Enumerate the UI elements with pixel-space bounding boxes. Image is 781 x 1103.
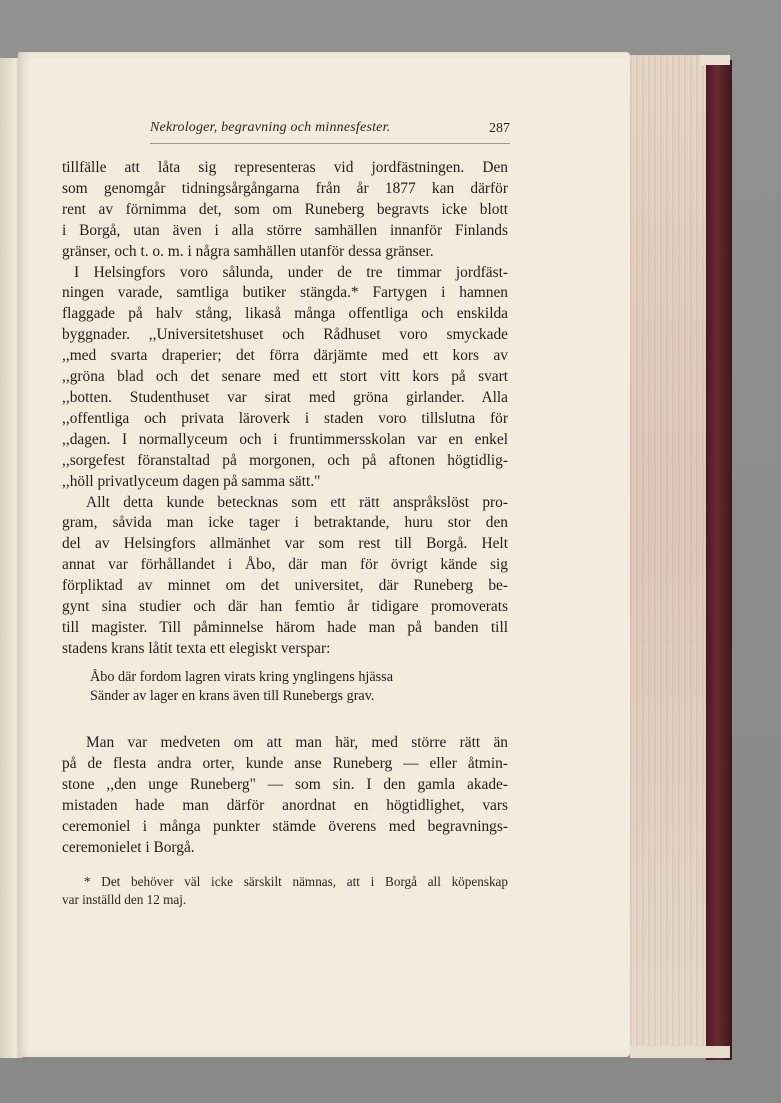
footnote-line: var inställd den 12 maj. [62, 892, 187, 907]
text-line: ,,höll privatlyceum dagen på samma sätt." [62, 472, 321, 490]
paragraph-3 [62, 493, 508, 660]
paragraph-2 [62, 263, 508, 493]
text-line: Man var medveten om att man här, med större rätt än [86, 734, 508, 752]
text-line: ,,med svarta draperier; det förra därjämte med ett kors av [62, 347, 508, 365]
text-line: annat var förhållandet i Åbo, där man för övrigt kände sig [62, 556, 508, 574]
text-line: flaggade på halv stång, likaså många offentliga och enskilda [62, 305, 508, 323]
text-line: del av Helsingfors allmänhet var som rest till Borgå. Helt [62, 535, 508, 553]
text-line: gram, såvida man icke tager i betraktande, huru stor den [62, 514, 508, 532]
text-line: byggnader. ,,Universitetshuset och Rådhuset voro smyckade [62, 326, 508, 344]
text-line: gynt sina studier och där han femtio år tidigare promoverats [62, 598, 508, 616]
text-line: på de flesta andra orter, kunde anse Runeberg — eller åtmin- [62, 755, 508, 773]
page-header [150, 120, 510, 142]
text-line: stone ,,den unge Runeberg" — som sin. I den gamla akade- [62, 776, 508, 794]
cover-bottom-edge [630, 1046, 730, 1058]
text-line: förpliktad av minnet om det universitet, där Runeberg be- [62, 577, 508, 595]
text-line: stadens krans låtit texta ett elegiskt verspar: [62, 639, 331, 657]
page-number: 287 [489, 121, 510, 136]
text-line: till magister. Till påminnelse härom hade man på banden till [62, 618, 508, 636]
text-line: mistaden hade man därför anordnat en högtidlighet, vars [62, 797, 508, 815]
paragraph-4 [62, 732, 508, 858]
text-line: ,,offentliga och privata läroverk i staden voro tillslutna för [62, 409, 508, 427]
marbled-edge-tint [622, 55, 708, 1050]
header-rule [150, 143, 510, 144]
text-line: Allt detta kunde betecknas som ett rätt anspråkslöst pro- [86, 493, 508, 511]
main-text-block [62, 158, 508, 660]
text-line: ,,botten. Studenthuset var sirat med gröna girlander. Alla [62, 388, 508, 406]
footnote-line: * Det behöver väl icke särskilt nämnas, att i Borgå all köpenskap [84, 874, 508, 889]
verse-line: Åbo där fordom lagren virats kring ynglingens hjässa [90, 669, 393, 685]
running-title: Nekrologer, begravning och minnesfester. [150, 120, 391, 135]
text-line: ,,dagen. I normallyceum och i fruntimmersskolan var en enkel [62, 430, 508, 448]
cover-top-edge [700, 55, 730, 65]
text-line: ningen varade, samtliga butiker stängda.* Fartygen i hamnen [62, 284, 508, 302]
book-cover-spine [706, 60, 732, 1060]
verse-line: Sänder av lager en krans även till Runebergs grav. [90, 688, 375, 704]
main-text-block-2 [62, 717, 508, 874]
footnote [62, 873, 508, 909]
text-line: I Helsingfors voro sålunda, under de tre timmar jordfäst- [74, 263, 508, 281]
text-line: gränser, och t. o. m. i några samhällen utanför dessa gränser. [62, 242, 434, 260]
text-line: ,,gröna blad och det senare med ett stort vitt kors på svart [62, 368, 508, 386]
text-line: rent av förnimma det, som om Runeberg begravts icke blott [62, 200, 508, 218]
text-line: i Borgå, utan även i alla större samhällen innanför Finlands [62, 221, 508, 239]
text-line: som genomgår tidningsårgångarna från år 1877 kan därför [62, 179, 508, 197]
verse-couplet [90, 668, 510, 706]
text-line: ceremonielet i Borgå. [62, 839, 195, 857]
paragraph-1 [62, 158, 508, 263]
text-line: ceremoniel i många punkter stämde överens med begravnings- [62, 818, 508, 836]
text-line: tillfälle att låta sig representeras vid jordfästningen. Den [62, 159, 508, 176]
text-line: ,,sorgefest föranstaltad på morgonen, och på aftonen högtidlig- [62, 451, 508, 469]
